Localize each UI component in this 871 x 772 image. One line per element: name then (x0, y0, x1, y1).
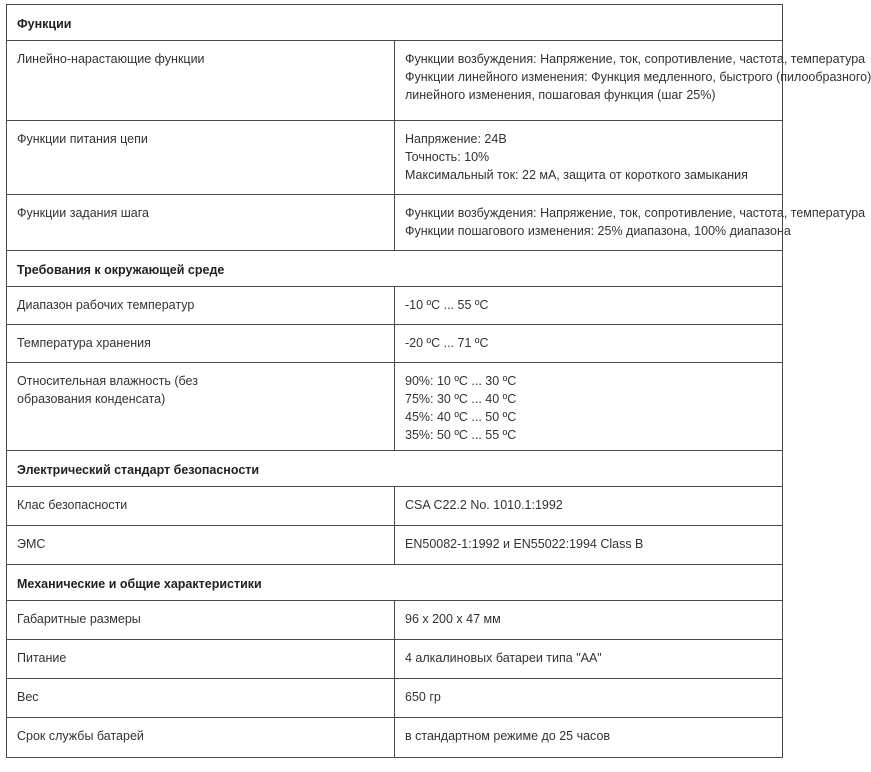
row-label-line: Срок службы батарей (17, 729, 144, 743)
row-label-line: Функции задания шага (17, 206, 149, 220)
row-label-line: Относительная влажность (без (17, 374, 198, 388)
section-title: Электрический стандарт безопасности (7, 451, 783, 487)
row-label (7, 640, 395, 679)
row-label (7, 526, 395, 565)
row-label (7, 363, 395, 451)
row-label (7, 195, 395, 251)
table-row (7, 195, 783, 251)
row-label-line: Питание (17, 651, 67, 665)
row-value-line: Функции линейного изменения: Функция медленного, быстрого (пилообразного) (405, 70, 871, 84)
row-value-line: 650 гр (405, 690, 441, 704)
table-row (7, 601, 783, 640)
row-label-line: Температура хранения (17, 336, 151, 350)
row-label-line: Вес (17, 690, 39, 704)
table-row (7, 41, 783, 121)
row-value-line: Максимальный ток: 22 мА, защита от короткого замыкания (405, 168, 748, 182)
row-value (395, 679, 783, 718)
row-label (7, 601, 395, 640)
row-label (7, 287, 395, 325)
row-value (395, 287, 783, 325)
table-row (7, 121, 783, 195)
row-value (395, 526, 783, 565)
row-label (7, 325, 395, 363)
section-title: Требования к окружающей среде (7, 251, 783, 287)
row-label (7, 718, 395, 758)
row-value (395, 121, 783, 195)
row-label-line: ЭМС (17, 537, 46, 551)
row-value (395, 718, 783, 758)
section-header-row (7, 451, 783, 487)
table-row (7, 679, 783, 718)
section-header-row (7, 251, 783, 287)
row-value-line: 90%: 10 ºC ... 30 ºC (405, 374, 517, 388)
row-label-line: Диапазон рабочих температур (17, 298, 195, 312)
table-row (7, 363, 783, 451)
table-row (7, 640, 783, 679)
row-value (395, 41, 871, 121)
row-value (395, 487, 783, 526)
row-label-line: Линейно-нарастающие функции (17, 52, 205, 66)
table-row (7, 718, 783, 758)
section-title: Функции (7, 5, 783, 41)
row-value (395, 363, 783, 451)
row-value (395, 640, 783, 679)
table-row (7, 487, 783, 526)
table-row (7, 287, 783, 325)
row-value-line: Точность: 10% (405, 150, 490, 164)
row-value-line: 35%: 50 ºC ... 55 ºC (405, 428, 517, 442)
row-value-line: в стандартном режиме до 25 часов (405, 729, 611, 743)
row-value (395, 195, 866, 251)
row-value-line: -10 ºC ... 55 ºC (405, 298, 489, 312)
row-value-line: EN50082-1:1992 и EN55022:1994 Class B (405, 537, 644, 551)
row-value (395, 601, 783, 640)
row-value-line: CSA C22.2 No. 1010.1:1992 (405, 498, 563, 512)
row-value-line: 4 алкалиновых батареи типа "АА" (405, 651, 602, 665)
row-value-line: -20 ºC ... 71 ºC (405, 336, 489, 350)
row-value-line: Напряжение: 24В (405, 132, 507, 146)
section-header-row (7, 565, 783, 601)
row-label (7, 121, 395, 195)
row-label (7, 487, 395, 526)
row-value-line: Функции возбуждения: Напряжение, ток, сопротивление, частота, температура (405, 52, 866, 66)
row-value-line: 96 x 200 x 47 мм (405, 612, 501, 626)
table-row (7, 526, 783, 565)
table-row (7, 325, 783, 363)
row-value (395, 325, 783, 363)
section-header-row (7, 5, 783, 41)
row-label (7, 41, 395, 121)
row-label (7, 679, 395, 718)
row-label-line: образования конденсата) (17, 392, 166, 406)
row-value-line: Функции возбуждения: Напряжение, ток, сопротивление, частота, температура (405, 206, 866, 220)
row-value-line: линейного изменения, пошаговая функция (шаг 25%) (405, 88, 716, 102)
row-label-line: Габаритные размеры (17, 612, 141, 626)
spec-table (6, 4, 871, 758)
row-label-line: Функции питания цепи (17, 132, 148, 146)
section-title: Механические и общие характеристики (7, 565, 783, 601)
row-value-line: Функции пошагового изменения: 25% диапазона, 100% диапазона (405, 224, 791, 238)
row-value-line: 45%: 40 ºC ... 50 ºC (405, 410, 517, 424)
row-value-line: 75%: 30 ºC ... 40 ºC (405, 392, 517, 406)
row-label-line: Клас безопасности (17, 498, 128, 512)
spec-table-body (7, 5, 871, 758)
